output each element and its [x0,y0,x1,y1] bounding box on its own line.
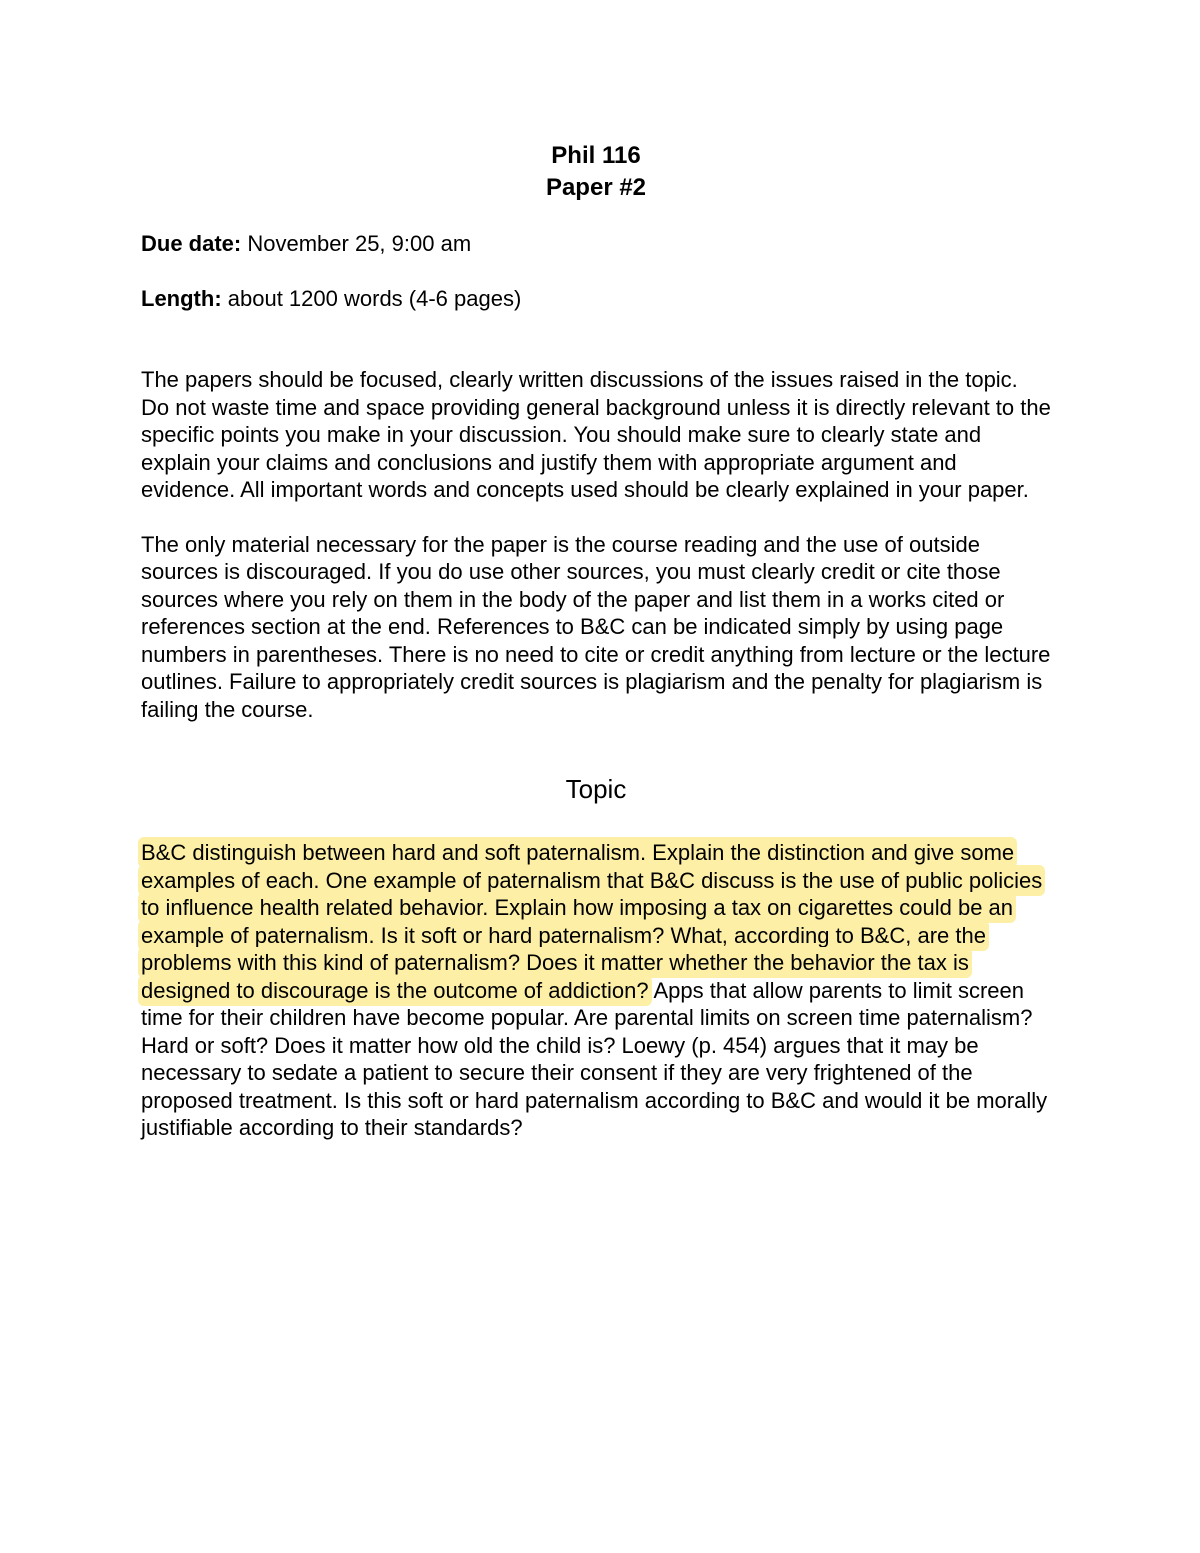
due-date-value: November 25, 9:00 am [241,231,472,256]
document-body [141,140,1051,1142]
instructions-paragraph-1: The papers should be focused, clearly written discussions of the issues raised in the topic. Do not waste time and space providing general background unless it is directly relevant to the specific points you make in your discussion. You should make sure to clearly state and explain your claims and conclusions and justify them with appropriate argument and evidence. All important words and concepts used should be clearly explained in your paper. [141,367,1051,502]
topic-heading: Topic [565,774,627,804]
topic-paragraph [141,839,1051,1142]
due-date-label: Due date: [141,231,242,256]
due-date-line [141,230,1051,258]
length-value: about 1200 words (4-6 pages) [221,285,522,311]
instructions-paragraph-2: The only material necessary for the paper is the course reading and the use of outside sources is discouraged. If you do use other sources, you must clearly credit or cite those sources where you rely on them in the body of the paper and list them in a works cited or references section at the end. References to B&C can be indicated simply by using page numbers in parentheses. There is no need to cite or credit anything from lecture or the lecture outlines. Failure to appropriately credit sources is plagiarism and the penalty for plagiarism is failing the course. [141,531,1051,722]
highlighted-topic-text: B&C distinguish between hard and soft paternalism. Explain the distinction and give some examples of each. One example of paternalism that B&C discuss is the use of public policies to influence health related behavior. Explain how imposing a tax on cigarettes could be an example of paternalism. Is it soft or hard paternalism? What, according to B&C, are the problems with this kind of paternalism? Does it matter whether the behavior the tax is designed to discourage is the outcome of addiction? [141,840,1043,1003]
paper-title: Paper #2 [545,174,647,201]
title-block [141,140,1051,204]
course-title: Phil 116 [551,142,641,169]
topic-remaining-text: Apps that allow parents to limit screen time for their children have become popular. Are parental limits on screen time paternalism? Hard or soft? Does it matter how old the child is? Loewy (p. 454) argues that it may be necessary to sedate a patient to secure their consent if they are very frightened of the proposed treatment. Is this soft or hard paternalism according to B&C and would it be morally justifiable according to their standards? [141,977,1048,1140]
length-label: Length: [141,285,222,311]
length-line [141,285,1051,313]
